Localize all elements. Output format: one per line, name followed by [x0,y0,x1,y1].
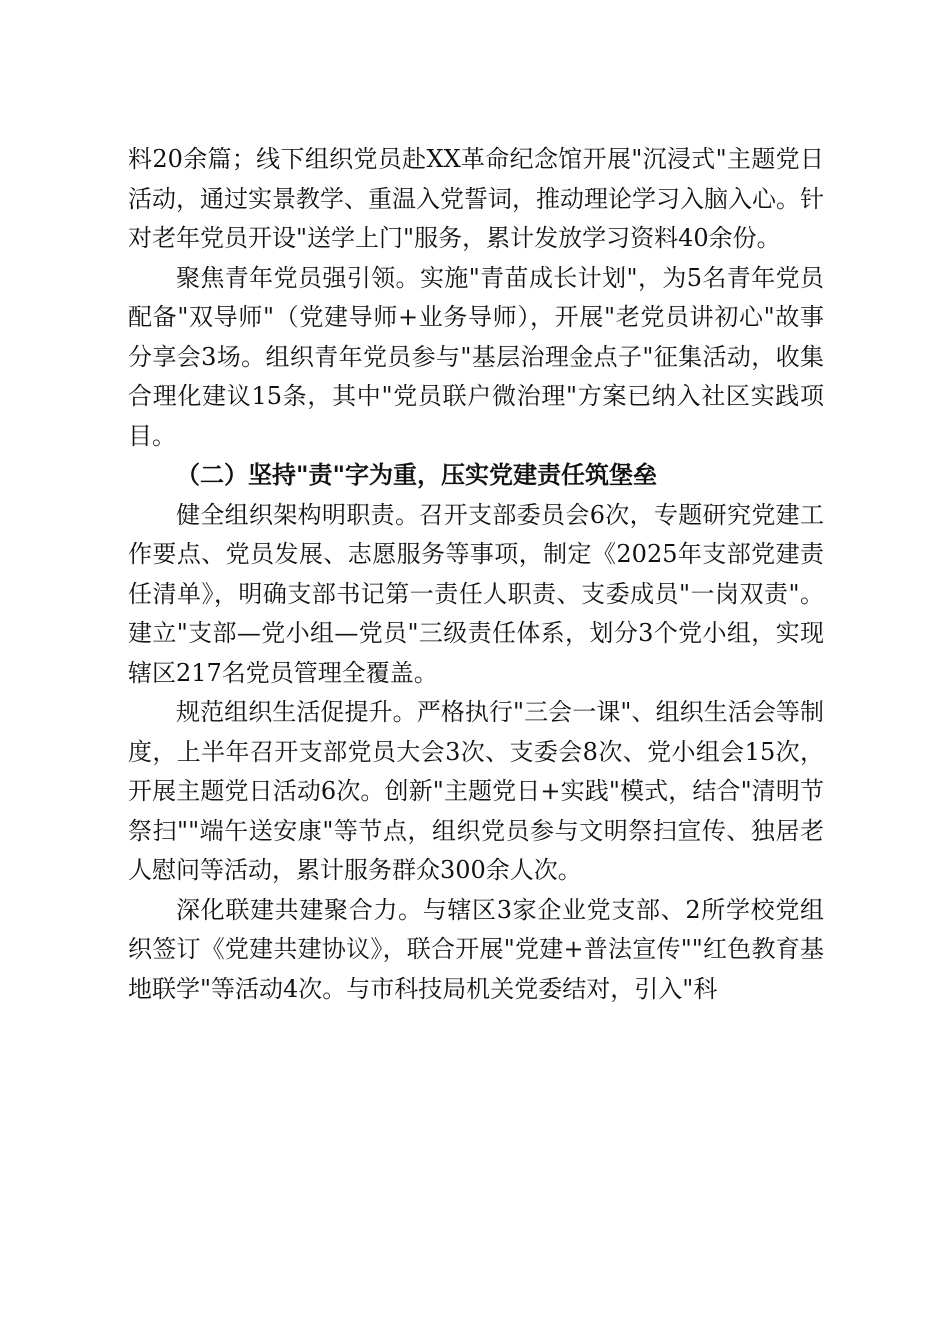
paragraph-youth-members: 聚焦青年党员强引领。实施"青苗成长计划"，为5名青年党员配备"双导师"（党建导师+业务导师），开展"老党员讲初心"故事分享会3场。组织青年党员参与"基层治理金点子"征集活动，收集合理化建议15条，其中"党员联户微治理"方案已纳入社区实践项目。 [128,263,824,450]
paragraph-theory-study: 料20余篇；线下组织党员赴XX革命纪念馆开展"沉浸式"主题党日活动，通过实景教学、重温入党誓词，推动理论学习入脑入心。针对老年党员开设"送学上门"服务，累计发放学习资料40余份。 [128,145,824,252]
paragraph-organization-structure: 健全组织架构明职责。召开支部委员会6次，专题研究党建工作要点、党员发展、志愿服务等事项，制定《2025年支部党建责任清单》，明确支部书记第一责任人职责、支委成员"一岗双责"。建立"支部—党小组—党员"三级责任体系，划分3个党小组，实现辖区217名党员管理全覆盖。 [128,500,824,687]
paragraph-organization-life: 规范组织生活促提升。严格执行"三会一课"、组织生活会等制度，上半年召开支部党员大会3次、支委会8次、党小组会15次，开展主题党日活动6次。创新"主题党日+实践"模式，结合"清明节祭扫""端午送安康"等节点，组织党员参与文明祭扫宣传、独居老人慰问等活动，累计服务群众300余人次。 [128,698,824,884]
paragraph-joint-construction: 深化联建共建聚合力。与辖区3家企业党支部、2所学校党组织签订《党建共建协议》，联合开展"党建+普法宣传""红色教育基地联学"等活动4次。与市科技局机关党委结对，引入"科 [128,895,824,1003]
document-body [128,140,824,1009]
section-heading-responsibility: （二）坚持"责"字为重，压实党建责任筑堡垒 [176,461,658,489]
